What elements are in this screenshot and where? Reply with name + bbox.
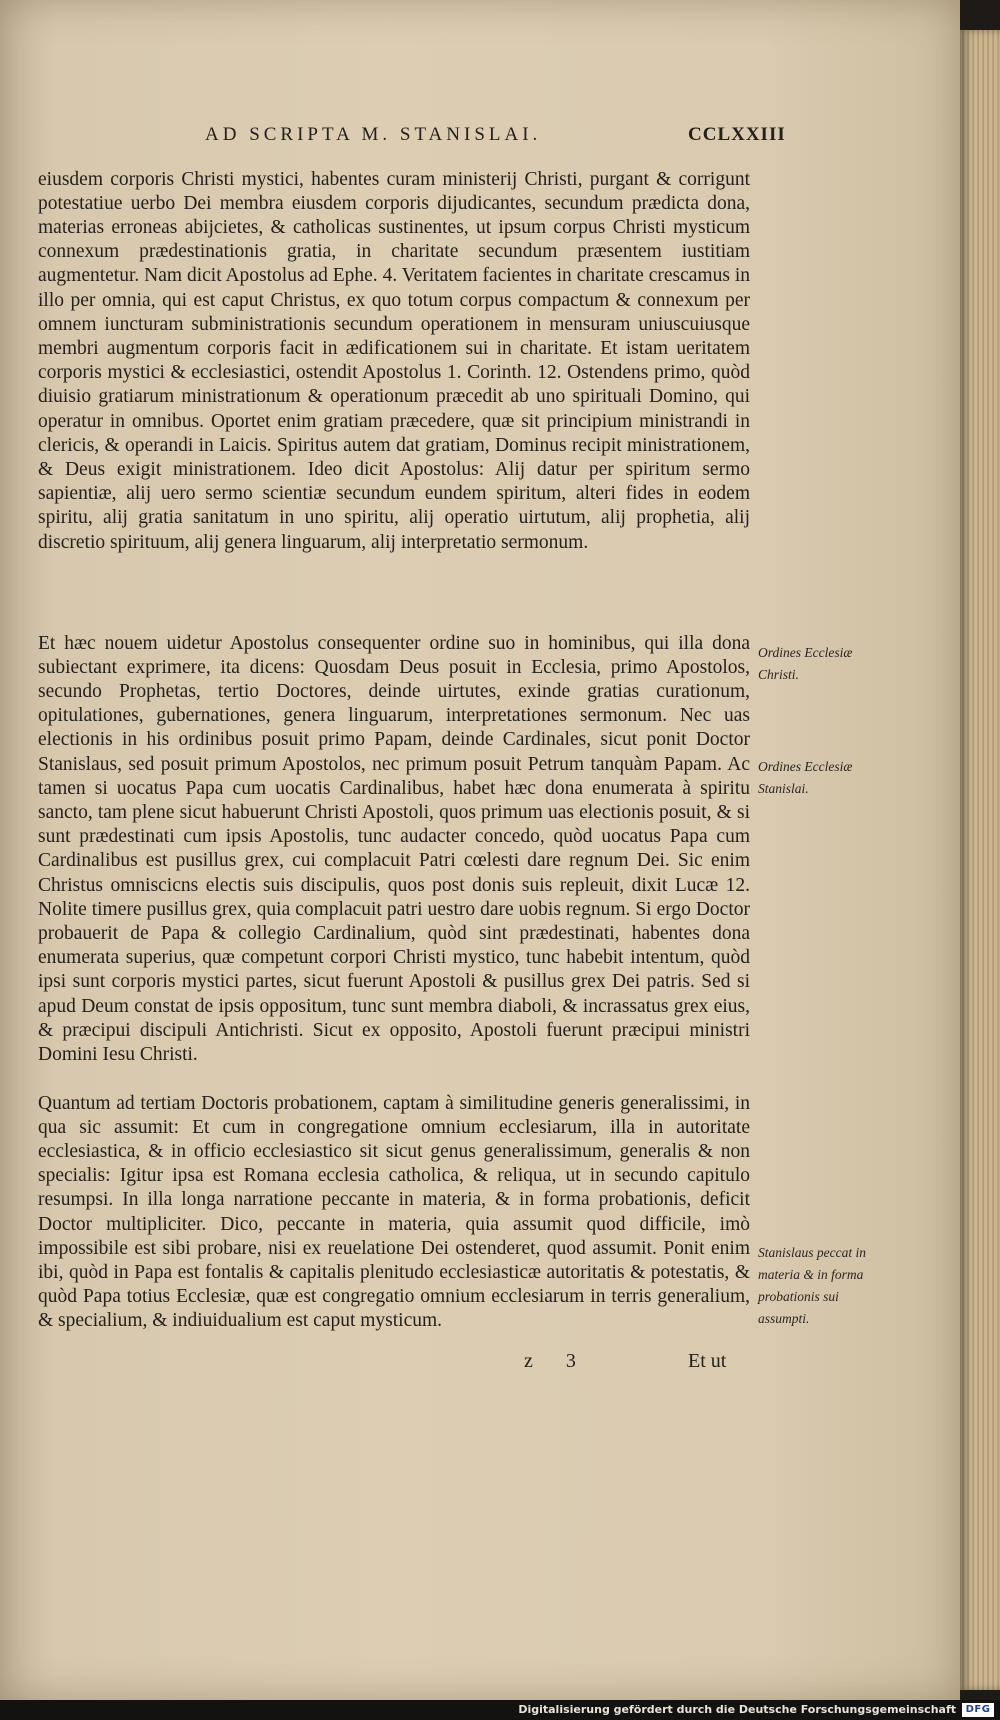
running-head: [0, 124, 960, 150]
paragraph-2: Et hæc nouem uidetur Apostolus consequenter ordine suo in hominibus, qui illa dona subiectant exprimere, ita dicens: Quosdam Deus posuit in Ecclesia, primo Apostolos, secundo Prophetas, tertio Doctores, deinde uirtutes, exinde gratias curationum, opitulationes, gubernationes, genera linguarum, interpretationes sermonum. Nec uas electionis in his ordinibus posuit primo Papam, deinde Cardinales, sicut ponit Doctor Stanislaus, sed posuit primum Apostolos, nec primum posuit Petrum tanquàm Papam. Ac tamen si uocatus Papa cum uocatis Cardinalibus, habet hæc dona enumerata à spiritu sancto, tam plene sicut habuerunt Christi Apostoli, quos primum uas electionis posuit, & si sunt prædestinati cum ipsis Apostolis, tunc audacter concedo, quòd uocatus Papa cum Cardinalibus est pusillus grex, cui complacuit Patri cœlesti dare regnum Dei. Sic enim Christus omniscicns electis suis discipulis, quos post donis suis repleuit, dixit Lucæ 12. Nolite timere pusillus grex, quia complacuit patri uestro dare uobis regnum. Si ergo Doctor probauerit de Papa & collegio Cardinalium, quòd sint prædestinati, habentes dona enumerata superius, quæ competunt corpori Christi mystico, tunc habebit intentum, quòd ipsi sunt corporis mystici partes, sicut fuerunt Apostoli & pusillus grex Dei patris. Sed si apud Deum constat de ipsis oppositum, tunc sunt membra diaboli, & incrassatus grex eius, & præcipui discipuli Antichristi. Sicut ex opposito, Apostoli fuerunt præcipui ministri Domini Iesu Christi.: [38, 632, 750, 1065]
footer-credit: Digitalisierung gefördert durch die Deutsche Forschungsgemeinschaft: [518, 1703, 956, 1716]
margin-note-ordines-christi: Ordines Ecclesiæ Christi.: [758, 645, 853, 682]
folio-number: CCLXXIII: [688, 124, 786, 145]
paragraph-1: eiusdem corporis Christi mystici, habentes curam ministerij Christi, purgant & corrigunt potestatiue uerbo Dei membra eiusdem corporis dijudicantes, secundum prædicta dona, materias erroneas abijcietes, & catholicas sustinentes, ut ipsum corpus Christi mysticum connexum prædestinationis gratia, in charitate secundum præsentem iustitiam augmentetur. Nam dicit Apostolus ad Ephe. 4. Veritatem facientes in charitate crescamus in illo per omnia, qui est caput Christus, ex quo totum corpus compactum & connexum per omnem iuncturam subministrationis secundum operationem in mensuram uniuscuiusque membri augmentum corporis facit in ædificationem sui in charitate. Et istam ueritatem corporis mystici & ecclesiastici, ostendit Apostolus 1. Corinth. 12. Ostendens primo, quòd diuisio gratiarum ministrationum & operationum præcedit ab uno spirituali Domino, qui operatur in omnibus. Oportet enim gratiam præcedere, quæ sit principium ministrandi in clericis, & operandi in Laicis. Spiritus autem dat gratiam, Dominus recipit ministrationem, & Deus exigit ministrationem. Ideo dicit Apostolus: Alij datur per spiritum sermo sapientiæ, alij uero sermo scientiæ secundum eundem spiritum, alteri fides in eodem spiritu, alij gratia sanitatum in uno spiritu, alij operatio uirtutum, alij prophetia, alij discretio spirituum, alij genera linguarum, alij interpretatio sermonum.: [38, 168, 750, 553]
dfg-logo-icon: DFG: [962, 1703, 994, 1717]
signature-mark: z 3: [524, 1350, 590, 1372]
catchword: Et ut: [688, 1350, 727, 1372]
margin-note-ordines-stanislai: Ordines Ecclesiæ Stanislai.: [758, 759, 853, 796]
paragraph-3: Quantum ad tertiam Doctoris probationem, captam à similitudine generis generalissimi, in qua sic assumit: Et cum in congregatione omnium ecclesiarum, illa in autoritate ecclesiastica, & in officio ecclesiastico sit sicut genus generalissimum, generalis & non specialis: Igitur ipsa est Romana ecclesia catholica, & reliqua, ut in secundo capitulo resumpsi. In illa longa narratione peccante in materia, & in forma probationis, deficit Doctor multipliciter. Dico, peccante in materia, quia assumit quod difficile, imò impossibile est sibi probare, nisi ex reuelatione Dei ostenderet, quod assumit. Ponit enim ibi, quòd in Papa est fontalis & capitalis plenitudo ecclesiasticæ autoritatis & potestatis, & quòd Papa totius Ecclesiæ, quæ est congregatio omnium ecclesiarum in terris generalium, & specialium, & indiuidualium est caput mysticum.: [38, 1092, 750, 1332]
book-page-edges: [960, 30, 1000, 1690]
digitization-footer: [0, 1700, 1000, 1720]
running-title: AD SCRIPTA M. STANISLAI.: [205, 124, 542, 145]
page-foot: [0, 1350, 960, 1380]
margin-note-stanislaus-peccat: Stanislaus peccat in materia & in forma probationis sui assumpti.: [758, 1245, 866, 1326]
